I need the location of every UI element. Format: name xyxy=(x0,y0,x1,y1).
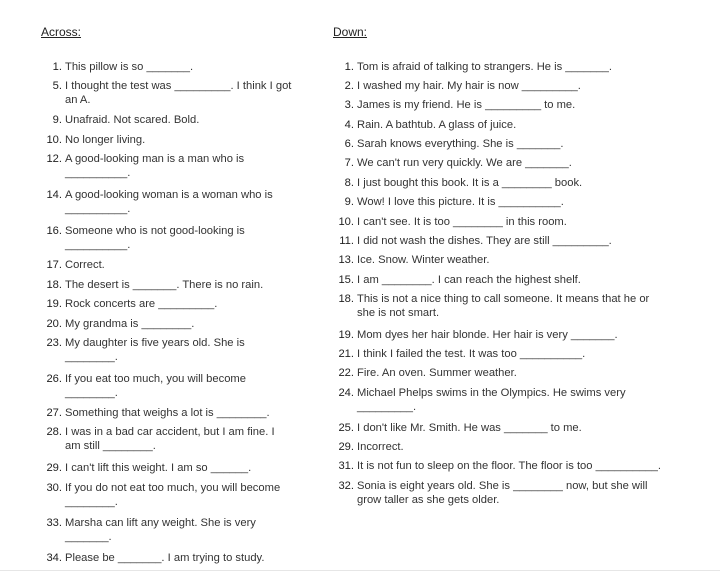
clue-text: A good-looking woman is a woman who is xyxy=(65,189,273,201)
clue-text: My grandma is ________. xyxy=(65,318,195,330)
across-clue xyxy=(42,79,291,107)
across-clue xyxy=(42,224,245,252)
clue-number: 16. xyxy=(46,225,62,237)
down-clue xyxy=(334,98,575,112)
clue-text: It is not fun to sleep on the floor. The floor is too __________. xyxy=(357,460,661,472)
clue-number: 34. xyxy=(46,552,62,564)
clue-continuation: _________. xyxy=(357,401,417,413)
clue-continuation: ________. xyxy=(65,496,118,508)
across-clue xyxy=(42,481,280,509)
clue-text: A good-looking man is a man who is xyxy=(65,153,245,165)
across-clue xyxy=(42,133,145,147)
clue-continuation: ________. xyxy=(65,387,118,399)
clue-continuation: grow taller as she gets older. xyxy=(357,494,500,506)
down-clue xyxy=(334,479,647,507)
clue-text: I was in a bad car accident, but I am fine. I xyxy=(65,426,275,438)
clue-text: Correct. xyxy=(65,259,105,271)
across-clue xyxy=(42,336,245,364)
clue-text: I don't like Mr. Smith. He was _______ to me. xyxy=(357,422,582,434)
clue-number: 32. xyxy=(338,480,354,492)
clue-number: 1. xyxy=(52,61,62,73)
clue-number: 7. xyxy=(344,157,354,169)
clue-number: 30. xyxy=(46,482,62,494)
clue-continuation: __________. xyxy=(65,203,131,215)
down-clue xyxy=(334,137,563,151)
down-clue xyxy=(334,459,661,473)
down-clue xyxy=(334,253,489,267)
clue-number: 19. xyxy=(338,329,354,341)
clue-number: 21. xyxy=(338,348,354,360)
clue-text: This is not a nice thing to call someone. It means that he or xyxy=(357,293,650,305)
clue-continuation: __________. xyxy=(65,167,131,179)
clue-number: 14. xyxy=(46,189,62,201)
clue-text: Michael Phelps swims in the Olympics. He swims very xyxy=(357,387,626,399)
across-heading: Across: xyxy=(41,25,82,39)
down-clue xyxy=(334,215,567,229)
clue-number: 9. xyxy=(52,114,62,126)
down-clue xyxy=(334,79,581,93)
down-clue xyxy=(334,366,517,380)
clue-number: 11. xyxy=(339,235,354,247)
clue-text: Rain. A bathtub. A glass of juice. xyxy=(357,119,517,131)
clue-text: James is my friend. He is _________ to me. xyxy=(357,99,576,111)
clue-number: 33. xyxy=(46,517,62,529)
clue-number: 27. xyxy=(46,407,62,419)
clue-text: Sonia is eight years old. She is ________ now, but she will xyxy=(357,480,648,492)
clue-number: 5. xyxy=(52,80,62,92)
clue-number: 2. xyxy=(344,80,354,92)
clue-text: I can't lift this weight. I am so ______. xyxy=(65,462,252,474)
clue-text: We can't run very quickly. We are _______. xyxy=(357,157,572,169)
across-clue xyxy=(42,317,194,331)
clue-number: 20. xyxy=(46,318,62,330)
clue-number: 8. xyxy=(344,177,354,189)
clue-number: 29. xyxy=(46,462,62,474)
clue-text: I thought the test was _________. I think I got xyxy=(65,80,292,92)
clue-continuation: she is not smart. xyxy=(357,307,440,319)
across-clue xyxy=(42,113,199,127)
clue-text: Tom is afraid of talking to strangers. He is _______. xyxy=(357,61,612,73)
clue-text: Ice. Snow. Winter weather. xyxy=(357,254,490,266)
across-clue xyxy=(42,258,105,272)
clue-number: 13. xyxy=(338,254,354,266)
clue-number: 25. xyxy=(338,422,354,434)
down-clue xyxy=(334,386,626,414)
clue-text: Something that weighs a lot is ________. xyxy=(65,407,270,419)
clue-text: Please be _______. I am trying to study. xyxy=(65,552,265,564)
clue-number: 9. xyxy=(344,196,354,208)
clue-text: Wow! I love this picture. It is __________. xyxy=(357,196,564,208)
down-clue xyxy=(334,328,618,342)
across-clue xyxy=(42,406,270,420)
across-clue xyxy=(42,152,244,180)
down-clue xyxy=(334,273,581,287)
clue-number: 10. xyxy=(46,134,62,146)
down-heading: Down: xyxy=(333,25,368,39)
clue-text: No longer living. xyxy=(65,134,146,146)
divider xyxy=(0,570,720,571)
clue-text: The desert is _______. There is no rain. xyxy=(65,279,264,291)
clue-text: Someone who is not good-looking is xyxy=(65,225,245,237)
clue-text: Unafraid. Not scared. Bold. xyxy=(65,114,200,126)
down-clue xyxy=(334,234,612,248)
clue-number: 31. xyxy=(338,460,354,472)
down-clue xyxy=(334,292,649,320)
clue-number: 3. xyxy=(344,99,354,111)
down-clue xyxy=(334,195,564,209)
clue-number: 10. xyxy=(338,216,354,228)
clue-number: 23. xyxy=(46,337,62,349)
clue-text: Mom dyes her hair blonde. Her hair is very _______. xyxy=(357,329,618,341)
clue-text: Incorrect. xyxy=(357,441,404,453)
down-clue xyxy=(334,156,572,170)
clue-text: I just bought this book. It is a ________ book. xyxy=(357,177,583,189)
down-clue xyxy=(334,440,404,454)
across-clue xyxy=(42,297,217,311)
clue-number: 17. xyxy=(46,259,62,271)
clue-text: Sarah knows everything. She is _______. xyxy=(357,138,564,150)
down-clue xyxy=(334,421,582,435)
down-clue xyxy=(334,347,585,361)
clue-continuation: am still ________. xyxy=(65,440,156,452)
clue-continuation: _______. xyxy=(65,531,112,543)
down-clue xyxy=(334,60,612,74)
clue-text: If you do not eat too much, you will become xyxy=(65,482,281,494)
clue-text: Marsha can lift any weight. She is very xyxy=(65,517,256,529)
clue-text: I washed my hair. My hair is now _________. xyxy=(357,80,581,92)
clue-text: Rock concerts are _________. xyxy=(65,298,218,310)
clue-number: 18. xyxy=(338,293,354,305)
clue-text: I think I failed the test. It was too __________. xyxy=(357,348,586,360)
clue-number: 26. xyxy=(46,373,62,385)
down-clue xyxy=(334,118,516,132)
across-clue xyxy=(42,551,264,565)
clue-text: This pillow is so _______. xyxy=(65,61,194,73)
clue-number: 12. xyxy=(46,153,62,165)
clue-number: 29. xyxy=(338,441,354,453)
clue-number: 15. xyxy=(338,274,354,286)
across-clue xyxy=(42,188,273,216)
across-clue xyxy=(42,278,263,292)
clue-number: 24. xyxy=(338,387,354,399)
clue-continuation: an A. xyxy=(65,94,91,106)
clue-text: I did not wash the dishes. They are still _________. xyxy=(357,235,612,247)
clue-text: My daughter is five years old. She is xyxy=(65,337,245,349)
clue-text: If you eat too much, you will become xyxy=(65,373,246,385)
down-clue xyxy=(334,176,582,190)
clue-continuation: __________. xyxy=(65,239,131,251)
clue-number: 28. xyxy=(46,426,62,438)
across-clue xyxy=(42,60,193,74)
clue-number: 6. xyxy=(344,138,354,150)
clue-text: I can't see. It is too ________ in this room. xyxy=(357,216,567,228)
clue-continuation: ________. xyxy=(65,351,118,363)
clue-text: I am ________. I can reach the highest shelf. xyxy=(357,274,581,286)
clue-text: Fire. An oven. Summer weather. xyxy=(357,367,517,379)
across-clue xyxy=(42,516,256,544)
across-clue xyxy=(42,461,251,475)
clue-number: 19. xyxy=(46,298,62,310)
clue-number: 4. xyxy=(344,119,354,131)
clue-number: 1. xyxy=(344,61,354,73)
across-clue xyxy=(42,372,246,400)
clue-number: 18. xyxy=(46,279,62,291)
across-clue xyxy=(42,425,275,453)
clue-number: 22. xyxy=(338,367,354,379)
